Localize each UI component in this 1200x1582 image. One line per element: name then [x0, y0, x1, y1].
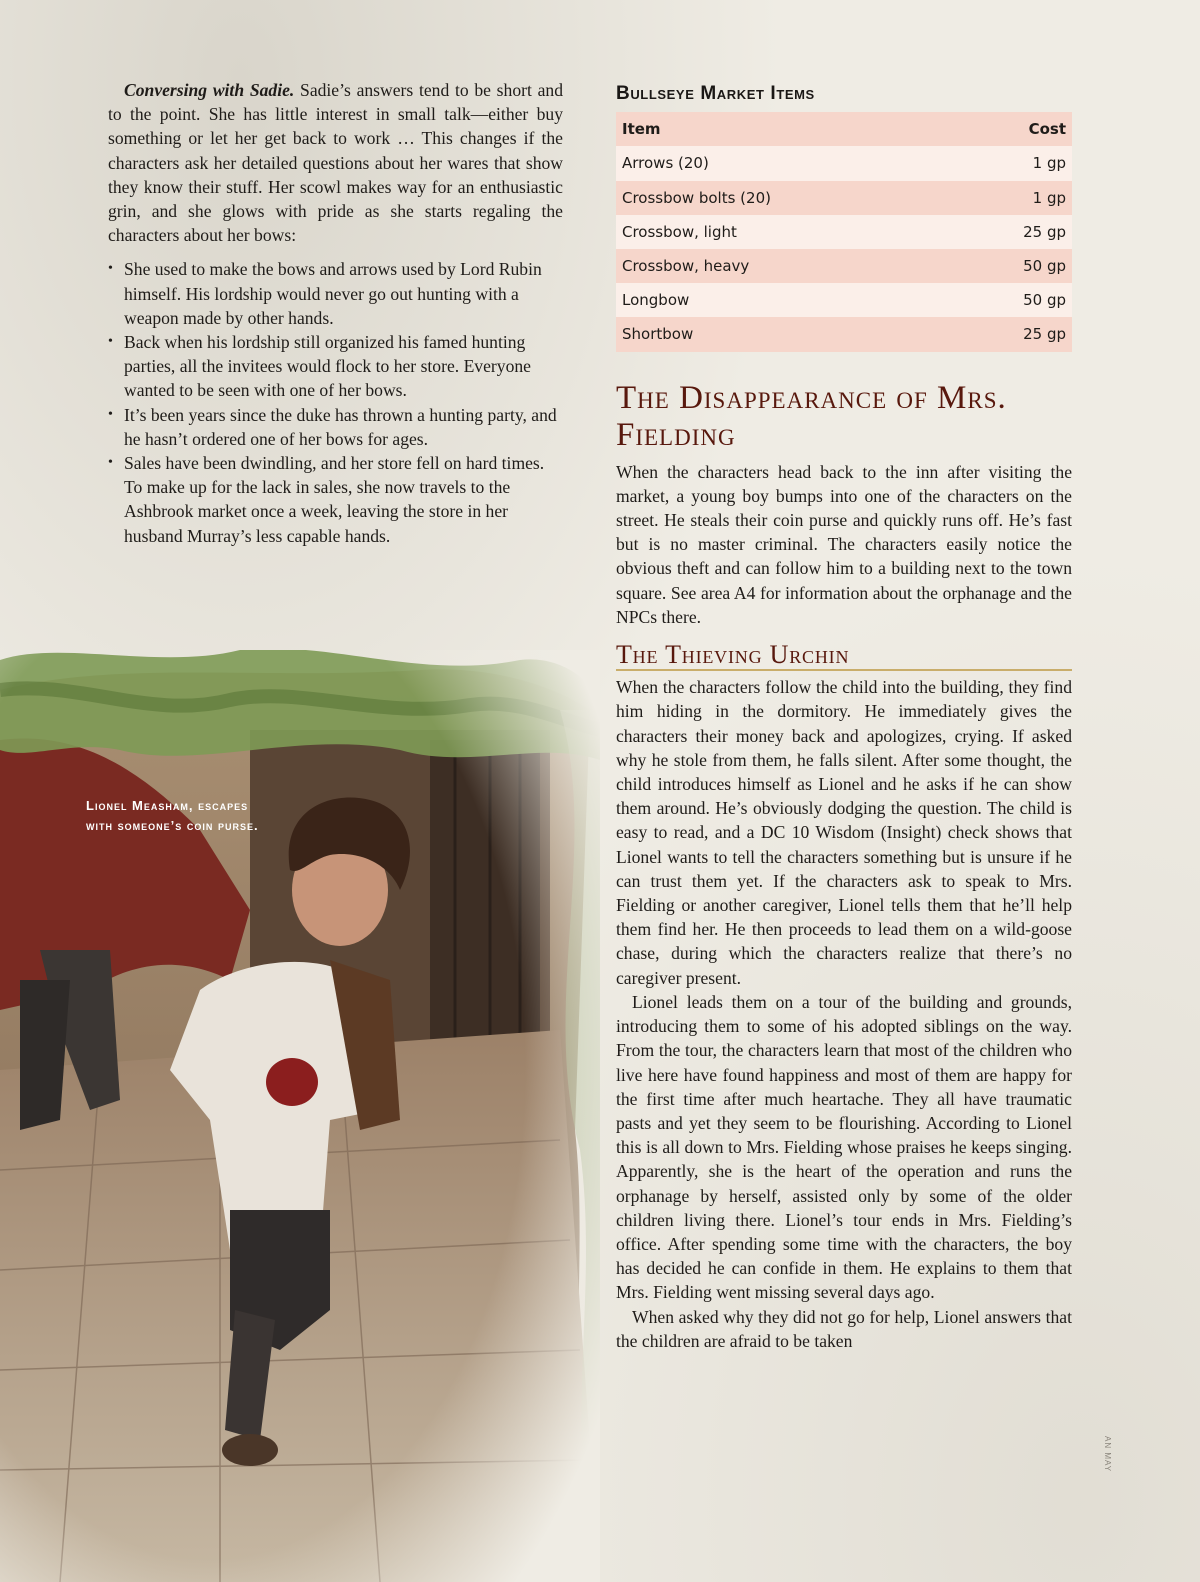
bullet-item	[108, 451, 563, 548]
item-cell: Crossbow, heavy	[622, 257, 750, 276]
table-row	[616, 283, 1072, 317]
bullet-icon: •	[108, 406, 113, 422]
table-row	[616, 317, 1072, 351]
item-cell: Crossbow bolts (20)	[622, 188, 771, 207]
cost-cell: 25 gp	[1023, 325, 1066, 344]
body-paragraph: Lionel leads them on a tour of the building and grounds, introducing them to some of his adopted siblings on the way. From the tour, the characters learn that most of the children who live here have found happiness and most of them are happy for the first time after much heartache. They all have traumatic pasts and yet they seem to be flourishing. According to Lionel this is all down to Mrs. Fielding whose praises he keeps singing. Apparently, she is the heart of the operation and runs the orphanage by herself, assisted only by some of the older children living there. Lionel’s tour ends in Mrs. Fielding’s office. After spending some time with the characters, the boy has decided he can confide in them. He explains to them that Mrs. Fielding went missing several days ago.	[616, 991, 1072, 1303]
illustration-lionel	[0, 650, 600, 1582]
item-cell: Shortbow	[622, 325, 694, 344]
cost-cell: 1 gp	[1032, 154, 1066, 173]
bullet-text: She used to make the bows and arrows used by Lord Rubin himself. His lordship would never go out hunting with a weapon made by other hands.	[124, 259, 542, 328]
artist-credit: AN MAY	[1103, 1436, 1112, 1473]
right-column	[616, 78, 1072, 1353]
left-column	[108, 78, 563, 548]
bullet-list	[108, 257, 563, 547]
bullet-text: Sales have been dwindling, and her store fell on hard times. To make up for the lack in sales, she now travels to the Ashbrook market once a week, leaving the store in her husband Murray’s less capable hands.	[124, 453, 545, 546]
cost-cell: 1 gp	[1032, 188, 1066, 207]
conversing-paragraph	[108, 78, 563, 247]
bullet-item	[108, 257, 563, 330]
conversing-lead: Conversing with Sadie.	[124, 80, 295, 100]
table-row	[616, 181, 1072, 215]
subsection-heading: The Thieving Urchin	[616, 643, 1072, 671]
illustration-caption: Lionel Measham, escapes with someone’s coin purse.	[86, 798, 259, 833]
table-title: Bullseye Market Items	[616, 83, 815, 104]
bullet-text: Back when his lordship still organized his famed hunting parties, all the invitees would flock to her store. Everyone wanted to be seen with one of her bows.	[124, 332, 531, 401]
table-row	[616, 249, 1072, 283]
cost-cell: 25 gp	[1023, 222, 1066, 241]
body-paragraph: When asked why they did not go for help, Lionel answers that the children are afraid to be taken	[616, 1306, 1072, 1351]
table-header-row	[616, 112, 1072, 146]
item-cell: Crossbow, light	[622, 222, 737, 241]
market-items-table	[616, 112, 1072, 351]
bullet-item	[108, 403, 563, 451]
body-paragraph: When the characters follow the child into the building, they find him hiding in the dormitory. He immediately gives the characters their money back and apologizes, crying. If asked why he stole from them, he falls silent. After some thought, the child introduces himself as Lionel and he asks if he can show them around. He’s obviously dodging the question. The child is easy to read, and a DC 10 Wisdom (Insight) check shows that Lionel wants to tell the characters something but is unsure if he can trust them yet. If the characters ask to speak to Mrs. Fielding or another caregiver, Lionel tells them that he’ll help them find her. He then proceeds to lead them on a wild-goose chase, during which the characters realize that there’s no caregiver present.	[616, 677, 1072, 988]
bullet-text: It’s been years since the duke has thrown a hunting party, and he hasn’t ordered one of her bows for ages.	[124, 404, 557, 449]
bullet-icon: •	[108, 261, 113, 277]
section-heading: The Disappearance of Mrs. Fielding	[616, 379, 1007, 453]
column-header-item: Item	[622, 120, 661, 139]
table-row	[616, 146, 1072, 180]
item-cell: Arrows (20)	[622, 154, 709, 173]
column-header-cost: Cost	[1028, 120, 1066, 139]
bullet-item	[108, 330, 563, 403]
item-cell: Longbow	[622, 291, 690, 310]
cost-cell: 50 gp	[1023, 291, 1066, 310]
section-intro-paragraph: When the characters head back to the inn after visiting the market, a young boy bumps into one of the characters on the street. He steals their coin purse and quickly runs off. He’s fast but is no master criminal. The characters easily notice the obvious theft and can follow him to a building next to the town square. See area A4 for information about the orphanage and the NPCs there.	[616, 461, 1072, 627]
conversing-text: Sadie’s answers tend to be short and to the point. She has little interest in small talk—either buy something or let her get back to work … This changes if the characters ask her detailed questions about her wares that show they know their stuff. Her scowl makes way for an enthusiastic grin, and she glows with pride as she starts regaling the characters about her bows:	[108, 80, 563, 246]
table-row	[616, 215, 1072, 249]
bullet-icon: •	[108, 334, 113, 350]
bullet-icon: •	[108, 455, 113, 471]
cost-cell: 50 gp	[1023, 257, 1066, 276]
